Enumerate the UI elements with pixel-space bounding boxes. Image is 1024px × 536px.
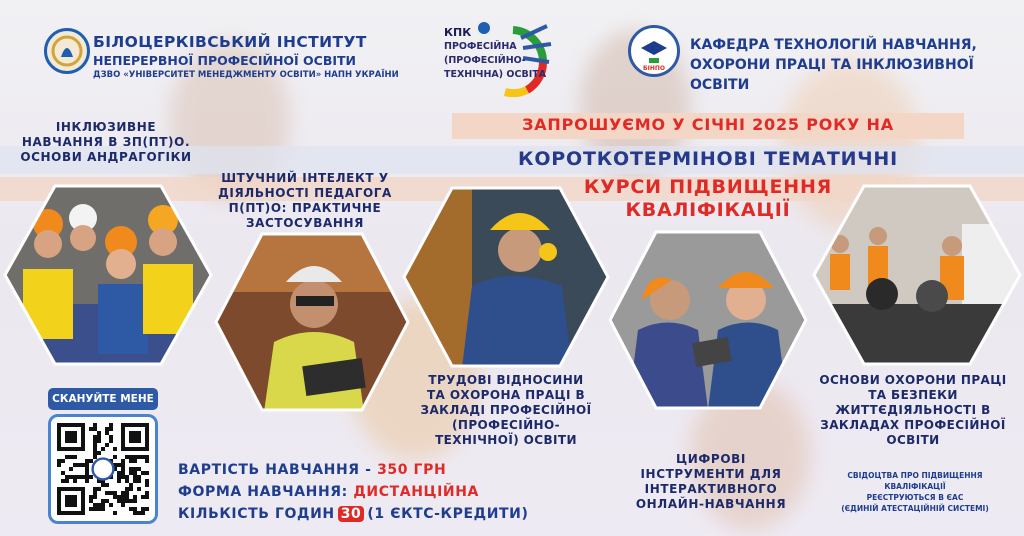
kpk-title: КПК [444, 26, 472, 39]
institute-title: БІЛОЦЕРКІВСЬКИЙ ІНСТИТУТ [93, 33, 367, 51]
course-label-line: ШТУЧНИЙ ІНТЕЛЕКТ У [221, 171, 389, 185]
course-digital-label [606, 452, 816, 512]
cost-line [178, 462, 446, 478]
hours-label: КІЛЬКІСТЬ ГОДИН [178, 506, 335, 522]
headline-line3: КУРСИ ПІДВИЩЕННЯ [583, 176, 833, 198]
cost-label: ВАРТІСТЬ НАВЧАННЯ - [178, 462, 372, 478]
department-line: ОХОРОНИ ПРАЦІ ТА ІНКЛЮЗИВНОЇ ОСВІТИ [690, 57, 974, 93]
kpk-line: ТЕХНІЧНА) ОСВІТА [444, 69, 547, 80]
certificate-line: РЕЄСТРУЮТЬСЯ В ЄАС [866, 493, 964, 502]
course-label-line: (ПРОФЕСІЙНО- [452, 418, 560, 432]
course-label-line: ІНТЕРАКТИВНОГО [644, 482, 778, 496]
course-label-line: ТЕХНІЧНОЇ) ОСВІТИ [435, 433, 577, 447]
form-line [178, 484, 479, 500]
qr-code-icon[interactable] [57, 423, 149, 515]
headline-line4: КВАЛІФІКАЦІЇ [625, 199, 791, 221]
hours-suffix: (1 ЄКТС-КРЕДИТИ) [367, 506, 529, 522]
headline-line2: КОРОТКОТЕРМІНОВІ ТЕМАТИЧНІ [518, 148, 898, 170]
course-label-line: ЗАКЛАДІ ПРОФЕСІЙНОЇ [420, 403, 592, 417]
hours-value: 30 [338, 506, 365, 522]
course-label-line: ДІЯЛЬНОСТІ ПЕДАГОГА [218, 186, 392, 200]
institute-subtitle: НЕПЕРЕРВНОЇ ПРОФЕСІЙНОЇ ОСВІТИ [93, 53, 357, 68]
course-label-line: ІНКЛЮЗИВНЕ [55, 120, 157, 134]
certificate-line: (ЄДИНІЙ АТЕСТАЦІЙНІЙ СИСТЕМІ) [841, 504, 989, 513]
photo-workers-group [3, 184, 213, 366]
scan-me-button[interactable]: СКАНУЙТЕ МЕНЕ [48, 388, 158, 410]
photo-tablet-workers [608, 230, 808, 410]
hours-line [178, 506, 528, 522]
course-safety-label [807, 373, 1019, 448]
course-label-line: ЖИТТЄДІЯЛЬНОСТІ В [835, 403, 991, 417]
institute-logo-icon [44, 28, 90, 74]
course-label-line: ТА БЕЗПЕКИ [868, 388, 958, 402]
department-line: КАФЕДРА ТЕХНОЛОГІЙ НАВЧАННЯ, [690, 37, 977, 53]
department-title [690, 35, 1024, 95]
course-ai-label [215, 171, 395, 231]
header [0, 0, 1024, 105]
course-label-line: П(ПТ)О: ПРАКТИЧНЕ [228, 201, 382, 215]
course-labour-label [402, 373, 610, 448]
course-label-line: ОСНОВИ АНДРАГОГІКИ [20, 150, 192, 164]
institute-parent: ДЗВО «УНІВЕРСИТЕТ МЕНЕДЖМЕНТУ ОСВІТИ» НАПН УКРАЇНИ [93, 70, 399, 80]
certificate-note [822, 470, 1008, 514]
course-label-line: ІНСТРУМЕНТИ ДЛЯ [640, 467, 782, 481]
course-label-line: ТА ОХОРОНА ПРАЦІ В [426, 388, 586, 402]
photo-ai-worker [214, 232, 410, 412]
form-value: ДИСТАНЦІЙНА [353, 484, 479, 500]
department-seal-icon [628, 25, 680, 77]
seal-text: БІНПО [643, 65, 665, 72]
course-label-line: ОСНОВИ ОХОРОНИ ПРАЦІ [819, 373, 1007, 387]
course-label-line: ЗАКЛАДАХ ПРОФЕСІЙНОЇ [820, 418, 1006, 432]
course-label-line: НАВЧАННЯ В ЗП(ПТ)О. [21, 135, 191, 149]
cost-value: 350 ГРН [377, 462, 447, 478]
course-label-line: ОНЛАЙН-НАВЧАННЯ [635, 497, 787, 511]
kpk-line: ПРОФЕСІЙНА [444, 41, 517, 52]
kpk-text [444, 26, 546, 82]
course-label-line: ТРУДОВІ ВІДНОСИНИ [428, 373, 584, 387]
course-inclusive-label [0, 120, 212, 165]
form-label: ФОРМА НАВЧАННЯ: [178, 484, 348, 500]
certificate-line: СВІДОЦТВА ПРО ПІДВИЩЕННЯ КВАЛІФІКАЦІЇ [847, 471, 983, 491]
headline-line1: ЗАПРОШУЄМО У СІЧНІ 2025 РОКУ НА [522, 115, 894, 134]
course-label-line: ЦИФРОВІ [676, 452, 746, 466]
photo-safety-training [812, 184, 1022, 366]
course-label-line: ОСВІТИ [886, 433, 940, 447]
kpk-line: (ПРОФЕСІЙНО- [444, 55, 526, 66]
photo-factory-worker [402, 186, 610, 368]
course-label-line: ЗАСТОСУВАННЯ [245, 216, 365, 230]
